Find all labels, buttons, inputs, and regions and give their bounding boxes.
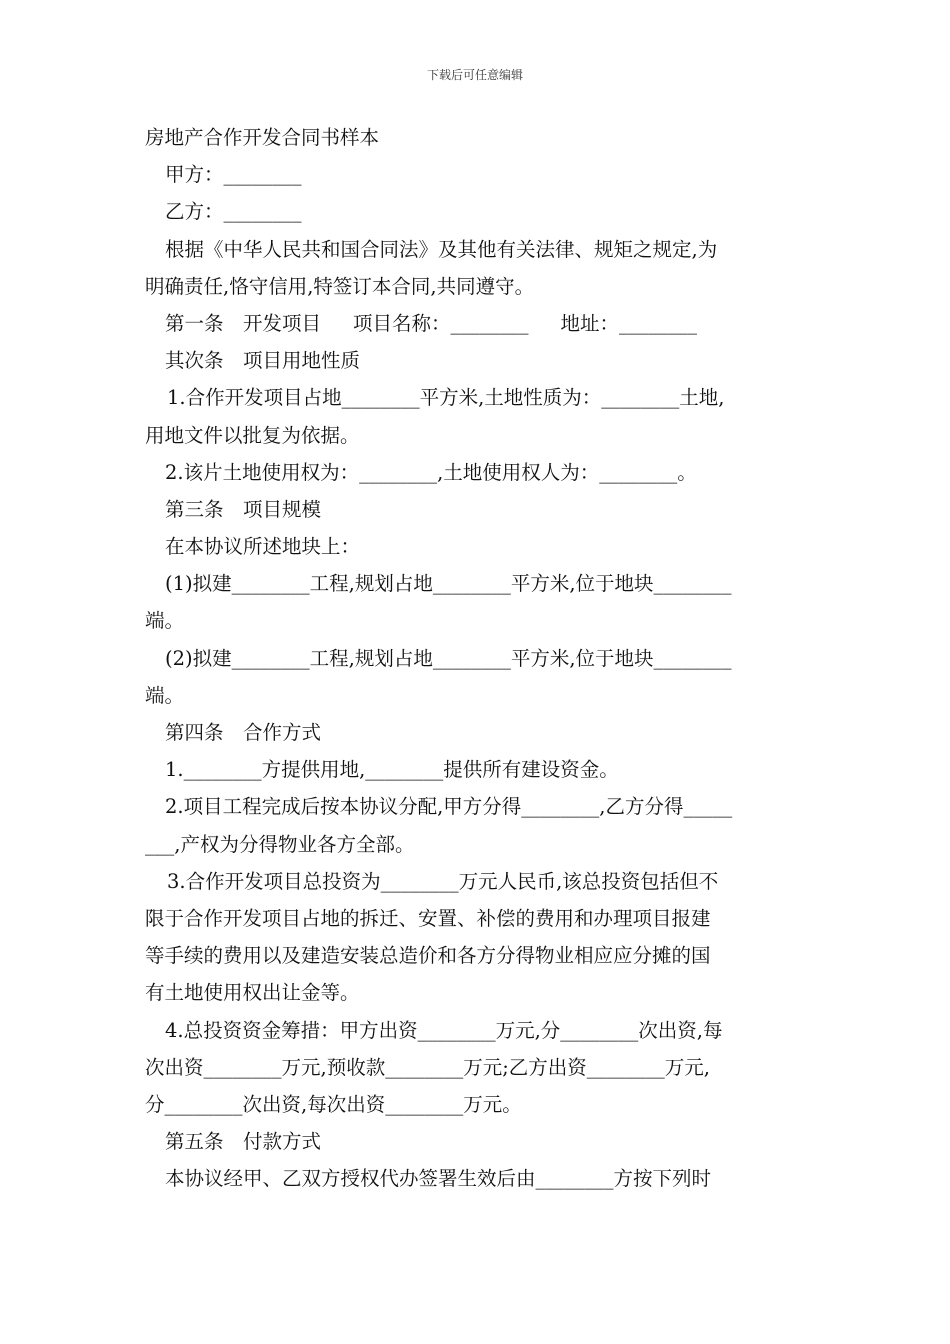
page-header: 下载后可任意编辑 (426, 68, 523, 82)
article-2-heading: 其次条 项目用地性质 (165, 349, 361, 373)
clause-line: 2.该片土地使用权为：________,土地使用权人为：________。 (165, 460, 697, 484)
party-a-line: 甲方：________ (165, 163, 302, 187)
clause-line: 4.总投资资金筹措：甲方出资________万元,分________次出资,每 (165, 1018, 723, 1042)
clause-line: 端。 (145, 609, 185, 633)
clause-line: 3.合作开发项目总投资为________万元人民币,该总投资包括但不 (167, 869, 719, 893)
clause-line: 等手续的费用以及建造安装总造价和各方分得物业相应应分摊的国 (145, 944, 711, 968)
article-4-heading: 第四条 合作方式 (165, 721, 322, 744)
clause-line: 本协议经甲、乙双方授权代办签署生效后由________方按下列时 (165, 1167, 712, 1191)
clause-line: 用地文件以批复为依据。 (145, 423, 360, 447)
clause-line: 2.项目工程完成后按本协议分配,甲方分得________,乙方分得_____ (165, 795, 733, 819)
article-1-heading: 第一条 开发项目 (165, 311, 322, 335)
clause-line: 端。 (145, 683, 185, 707)
clause-line: (2)拟建________工程,规划占地________平方米,位于地块________ (165, 646, 732, 670)
clause-line: 在本协议所述地块上： (165, 535, 361, 559)
address-field: 地址：________ (560, 311, 698, 335)
article-3-heading: 第三条 项目规模 (165, 497, 322, 521)
clause-line: 1.合作开发项目占地________平方米,土地性质为：________土地, (167, 386, 725, 410)
clause-line: (1)拟建________工程,规划占地________平方米,位于地块________ (165, 572, 732, 596)
project-name-field: 项目名称：________ (353, 311, 529, 335)
clause-line: 有土地使用权出让金等。 (145, 981, 360, 1005)
article-5-heading: 第五条 付款方式 (165, 1130, 322, 1154)
party-b-line: 乙方：________ (165, 200, 302, 224)
clause-line: 限于合作开发项目占地的拆迁、安置、补偿的费用和办理项目报建 (145, 906, 711, 930)
clause-line: 1.________方提供用地,________提供所有建设资金。 (165, 758, 619, 782)
clause-line: ___,产权为分得物业各方全部。 (145, 832, 415, 856)
article-1-line (145, 305, 810, 342)
document-title: 房地产合作开发合同书样本 (145, 126, 380, 149)
document-body (145, 119, 810, 1197)
preamble-line: 明确责任,恪守信用,特签订本合同,共同遵守。 (145, 274, 535, 298)
clause-line: 分________次出资,每次出资________万元。 (145, 1092, 522, 1116)
preamble-line: 根据《中华人民共和国合同法》及其他有关法律、规矩之规定,为 (165, 237, 718, 261)
clause-line: 次出资________万元,预收款________万元;乙方出资________万元, (145, 1055, 710, 1079)
